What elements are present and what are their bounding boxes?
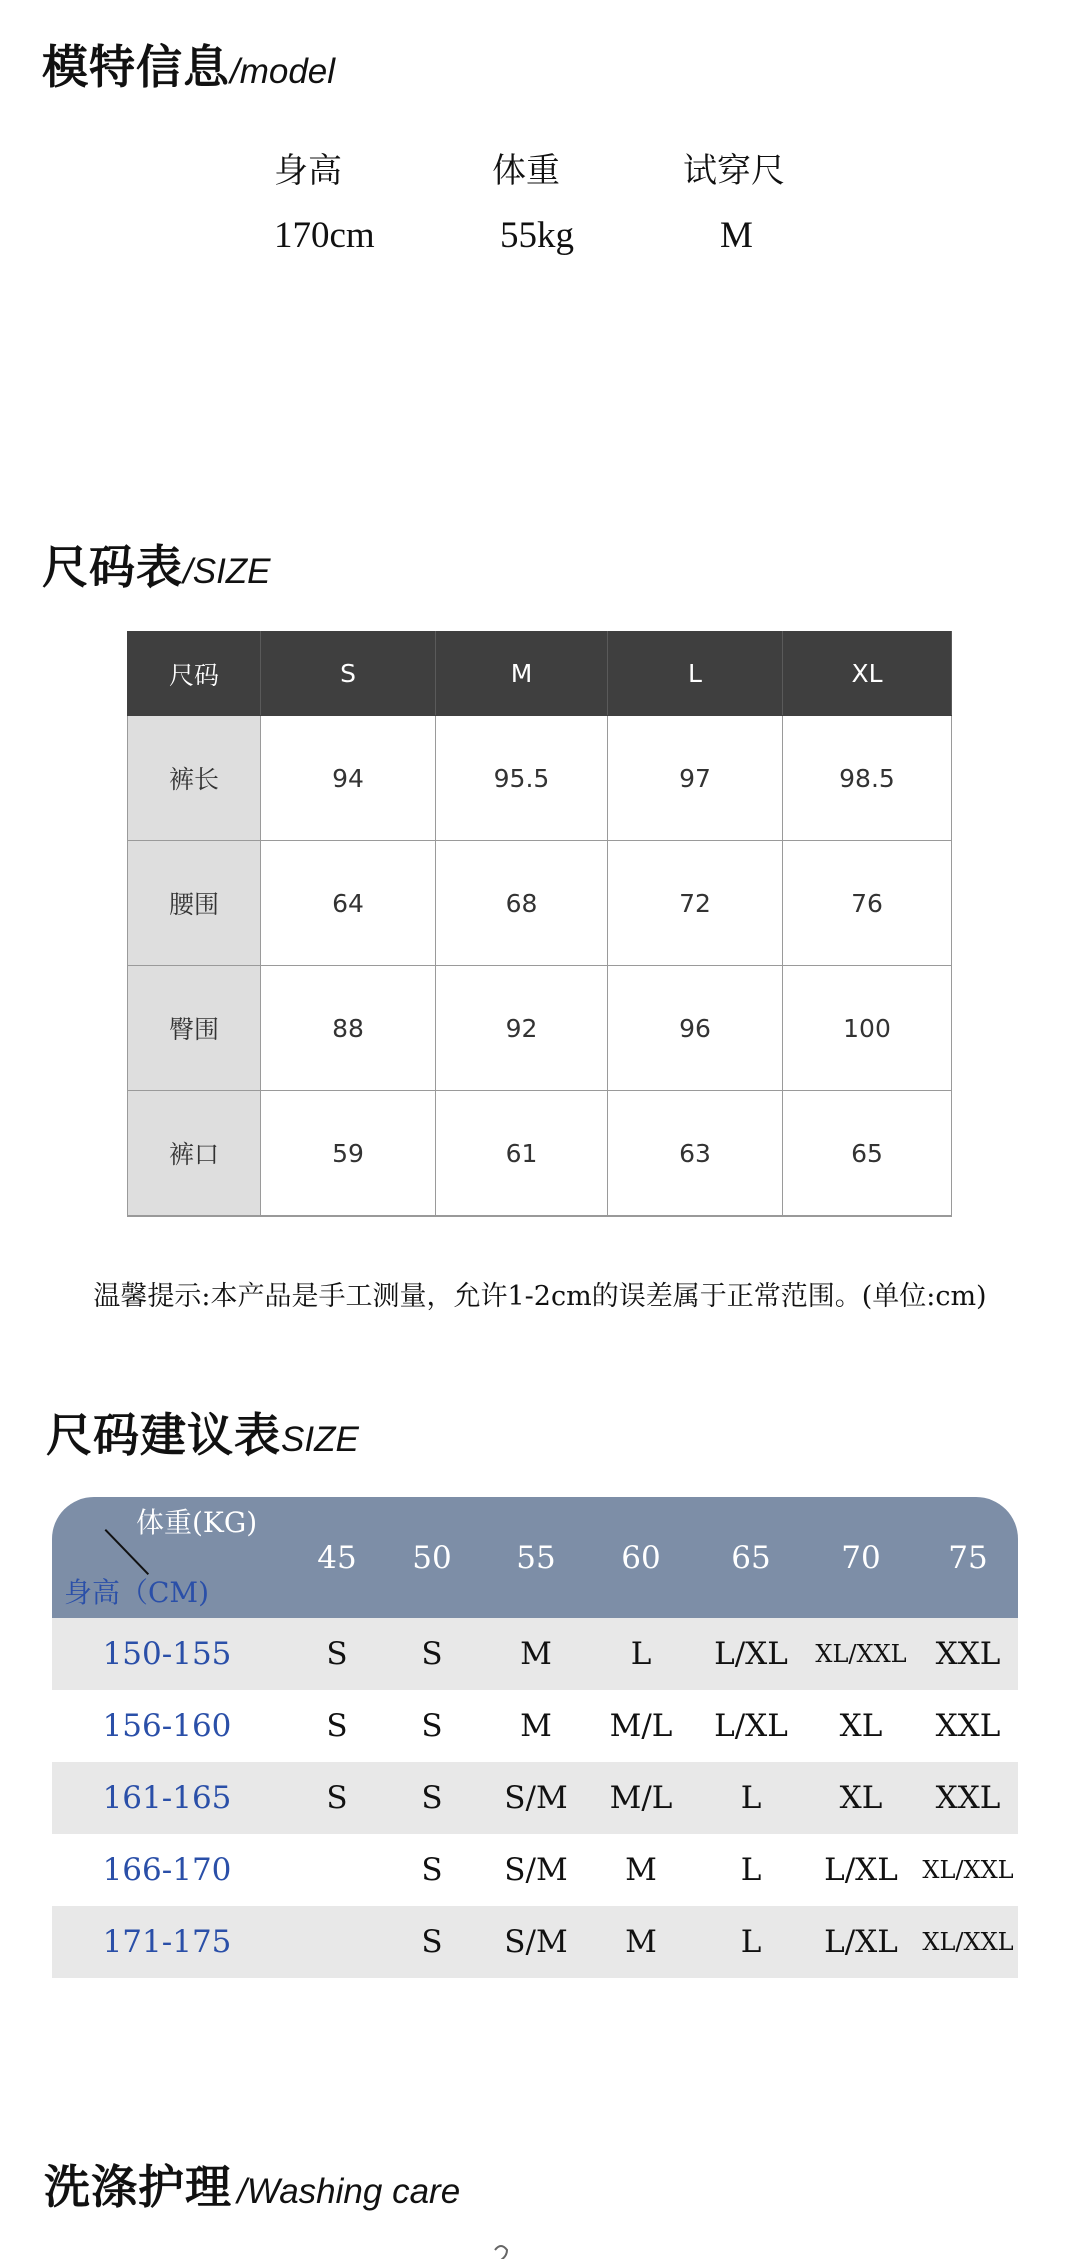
- height-range-cell: 161-165: [102, 1780, 232, 1816]
- size-cell: [282, 1906, 392, 1978]
- size-cell: XL: [839, 1780, 883, 1816]
- table-cell: 97: [608, 716, 783, 841]
- table-cell: 95.5: [436, 716, 608, 841]
- table-row: [52, 1834, 1018, 1906]
- weight-column-header: 45: [317, 1539, 357, 1576]
- table-cell: 88: [261, 966, 436, 1091]
- size-cell: L: [740, 1852, 762, 1888]
- size-chart-heading: [42, 540, 271, 594]
- weight-column-header: 55: [516, 1539, 556, 1576]
- size-chart-heading-cn: 尺码表: [42, 540, 183, 594]
- size-cell: L/XL: [824, 1852, 898, 1888]
- table-cell: 72: [608, 841, 783, 966]
- recommendation-header-row: [52, 1497, 1018, 1618]
- size-cell: L: [630, 1636, 652, 1672]
- size-cell: L/XL: [714, 1636, 788, 1672]
- row-header-cell: 臀围: [128, 966, 261, 1091]
- cropped-care-icon: [490, 2240, 512, 2259]
- size-cell: XXL: [935, 1636, 1001, 1672]
- model-label-size: 试穿尺: [683, 151, 785, 191]
- row-header-cell: 腰围: [128, 841, 261, 966]
- height-range-cell: 171-175: [102, 1924, 232, 1960]
- model-heading: [42, 40, 336, 94]
- size-cell: [282, 1834, 392, 1906]
- table-row: [128, 1091, 952, 1217]
- table-row: [52, 1906, 1018, 1978]
- size-cell: XXL: [935, 1708, 1001, 1744]
- size-chart-header-cell: S: [261, 632, 436, 716]
- model-label-weight: 体重: [492, 151, 560, 191]
- size-cell: M: [625, 1924, 657, 1960]
- size-chart-header-cell: M: [436, 632, 608, 716]
- height-range-cell: 166-170: [102, 1852, 232, 1888]
- size-cell: S/M: [504, 1924, 568, 1960]
- model-value-height: 170cm: [274, 215, 375, 256]
- size-cell: L/XL: [714, 1708, 788, 1744]
- model-heading-en: /model: [230, 52, 336, 91]
- model-value-size: M: [720, 215, 753, 256]
- size-chart-header-row: [128, 632, 952, 716]
- model-heading-cn: 模特信息: [42, 40, 230, 94]
- size-cell: S: [326, 1708, 348, 1744]
- recommendation-heading: [46, 1408, 359, 1462]
- model-value-weight: 55kg: [500, 215, 574, 256]
- table-cell: 64: [261, 841, 436, 966]
- size-chart-table: [127, 631, 952, 1217]
- table-cell: 68: [436, 841, 608, 966]
- weight-axis-label: 体重(KG): [136, 1506, 258, 1539]
- table-cell: 63: [608, 1091, 783, 1217]
- table-cell: 76: [783, 841, 952, 966]
- size-cell: S/M: [504, 1852, 568, 1888]
- row-header-cell: 裤长: [128, 716, 261, 841]
- size-chart-header-cell: XL: [783, 632, 952, 716]
- size-cell: M: [520, 1636, 552, 1672]
- weight-column-header: 60: [621, 1539, 661, 1576]
- size-cell: L: [740, 1780, 762, 1816]
- size-cell: XL: [839, 1708, 883, 1744]
- table-row: [128, 841, 952, 966]
- height-axis-label: 身高（CM): [64, 1576, 210, 1609]
- washing-care-heading: [44, 2160, 461, 2214]
- size-chart-header-cell: L: [608, 632, 783, 716]
- table-cell: 61: [436, 1091, 608, 1217]
- recommendation-heading-en: SIZE: [281, 1420, 359, 1459]
- height-range-cell: 156-160: [102, 1708, 232, 1744]
- size-chart-heading-en: /SIZE: [183, 552, 271, 591]
- size-cell: L: [740, 1924, 762, 1960]
- size-cell: M: [520, 1708, 552, 1744]
- size-recommendation-table: [52, 1497, 1018, 1978]
- table-cell: 94: [261, 716, 436, 841]
- size-cell: S/M: [504, 1780, 568, 1816]
- size-cell: S: [421, 1636, 443, 1672]
- weight-column-header: 70: [841, 1539, 881, 1576]
- size-chart-note: 温馨提示:本产品是手工测量，允许1-2cm的误差属于正常范围。(单位:cm): [93, 1281, 987, 1312]
- table-row: [52, 1762, 1018, 1834]
- size-cell: XXL: [935, 1780, 1001, 1816]
- weight-column-header: 75: [948, 1539, 988, 1576]
- size-cell: S: [421, 1780, 443, 1816]
- size-cell: M: [625, 1852, 657, 1888]
- table-row: [128, 716, 952, 841]
- size-cell: XL/XXL: [922, 1856, 1014, 1884]
- size-cell: S: [421, 1852, 443, 1888]
- height-range-cell: 150-155: [102, 1636, 232, 1672]
- size-cell: M/L: [609, 1708, 673, 1744]
- table-cell: 92: [436, 966, 608, 1091]
- table-cell: 59: [261, 1091, 436, 1217]
- size-chart-header-cell: 尺码: [128, 632, 261, 716]
- model-label-height: 身高: [274, 151, 342, 191]
- row-header-cell: 裤口: [128, 1091, 261, 1217]
- weight-column-header: 50: [412, 1539, 452, 1576]
- size-cell: XL/XXL: [922, 1928, 1014, 1956]
- washing-care-heading-en: /Washing care: [237, 2172, 461, 2211]
- size-cell: L/XL: [824, 1924, 898, 1960]
- size-cell: M/L: [609, 1780, 673, 1816]
- table-cell: 96: [608, 966, 783, 1091]
- weight-column-header: 65: [731, 1539, 771, 1576]
- recommendation-heading-cn: 尺码建议表: [46, 1408, 281, 1462]
- table-row: [128, 966, 952, 1091]
- table-cell: 65: [783, 1091, 952, 1217]
- table-row: [52, 1618, 1018, 1690]
- size-cell: S: [421, 1924, 443, 1960]
- table-row: [52, 1690, 1018, 1762]
- size-cell: XL/XXL: [815, 1640, 907, 1668]
- table-cell: 100: [783, 966, 952, 1091]
- size-cell: S: [326, 1636, 348, 1672]
- washing-care-heading-cn: 洗涤护理: [44, 2160, 232, 2214]
- size-cell: S: [421, 1708, 443, 1744]
- table-cell: 98.5: [783, 716, 952, 841]
- size-cell: S: [326, 1780, 348, 1816]
